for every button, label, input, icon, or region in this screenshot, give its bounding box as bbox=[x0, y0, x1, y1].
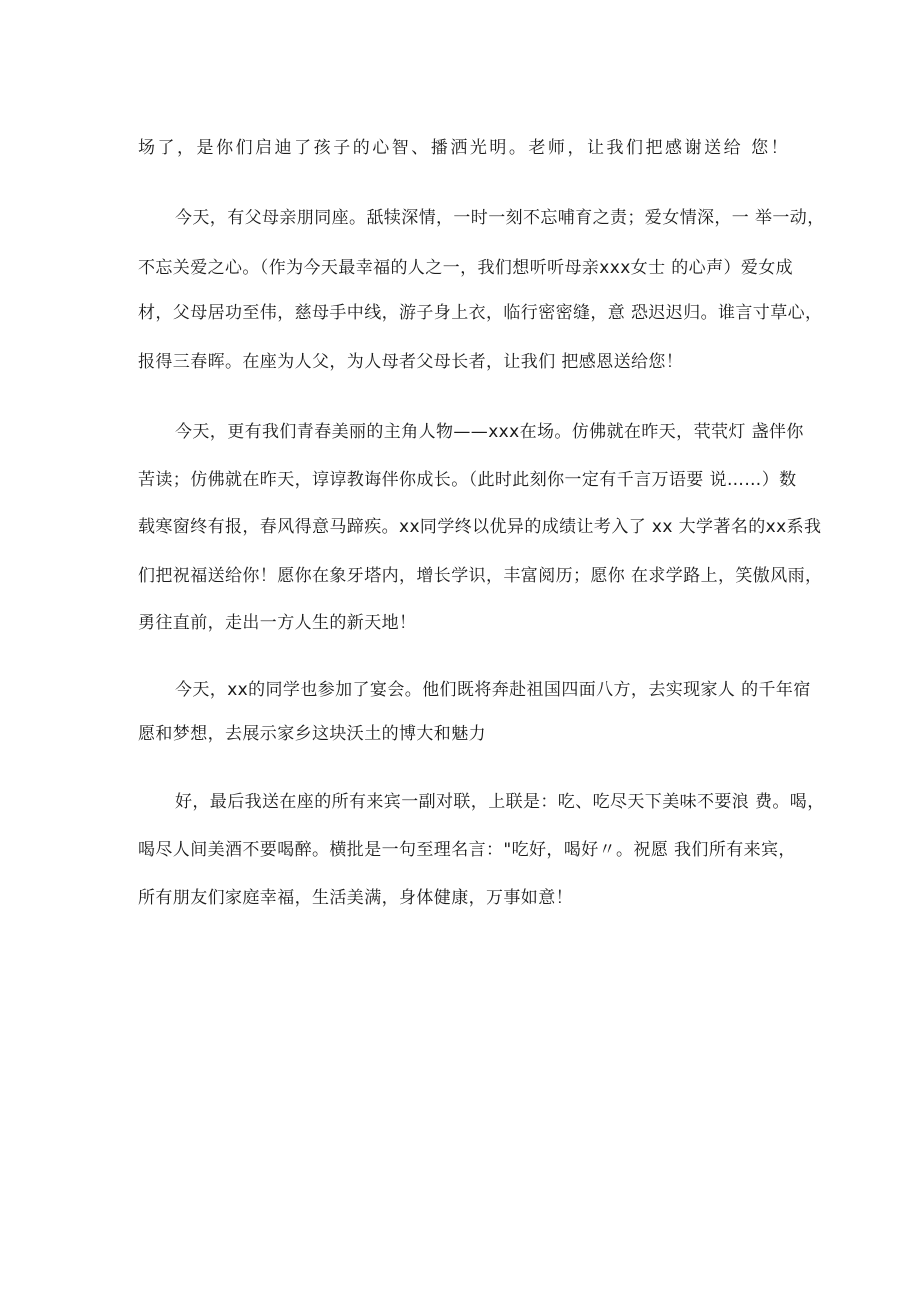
paragraph-4-line-1: 今天，xx的同学也参加了宴会。他们既将奔赴祖国四面八方，去实现家人 的千年宿 bbox=[175, 680, 811, 700]
paragraph-2-line-4: 报得三春晖。在座为人父，为人母者父母长者，让我们 把感恩送给您！ bbox=[138, 352, 684, 372]
paragraph-3-line-5: 勇往直前，走出一方人生的新天地！ bbox=[138, 613, 417, 633]
paragraph-2-line-3: 材，父母居功至伟，慈母手中线，游子身上衣，临行密密缝，意 恐迟迟归。谁言寸草心， bbox=[138, 303, 823, 323]
paragraph-2-line-1: 今天，有父母亲朋同座。舐犊深情，一时一刻不忘哺育之责；爱女情深，一 举一动， bbox=[175, 208, 825, 228]
paragraph-3-line-4: 们把祝福送给你！愿你在象牙塔内，增长学识，丰富阅历；愿你 在求学路上，笑傲风雨， bbox=[138, 566, 823, 586]
paragraph-3-line-1: 今天，更有我们青春美丽的主角人物——xxx在场。仿佛就在昨天，茕茕灯 盏伴你 bbox=[175, 422, 804, 442]
paragraph-5-line-2: 喝尽人间美酒不要喝醉。横批是一句至理名言："吃好，喝好〃。祝愿 我们所有来宾， bbox=[138, 840, 796, 860]
paragraph-2-line-2: 不忘关爱之心。（作为今天最幸福的人之一，我们想听听母亲xxx女士 的心声）爱女成 bbox=[138, 258, 794, 278]
paragraph-4-line-2: 愿和梦想，去展示家乡这块沃土的博大和魅力 bbox=[138, 724, 486, 744]
paragraph-1-line-1: 场了，是你们启迪了孩子的心智、播洒光明。老师，让我们把感谢送给 您！ bbox=[138, 138, 788, 158]
paragraph-5-line-1: 好，最后我送在座的所有来宾一副对联，上联是：吃、吃尽天下美味不要浪 费。喝， bbox=[175, 792, 825, 812]
paragraph-5-line-3: 所有朋友们家庭幸福，生活美满，身体健康，万事如意！ bbox=[138, 888, 573, 908]
paragraph-3-line-2: 苦读；仿佛就在昨天，谆谆教诲伴你成长。（此时此刻你一定有千言万语要 说……）数 bbox=[138, 470, 797, 490]
paragraph-3-line-3: 载寒窗终有报，春风得意马蹄疾。xx同学终以优异的成绩让考入了 xx 大学著名的xx系我 bbox=[138, 517, 822, 537]
